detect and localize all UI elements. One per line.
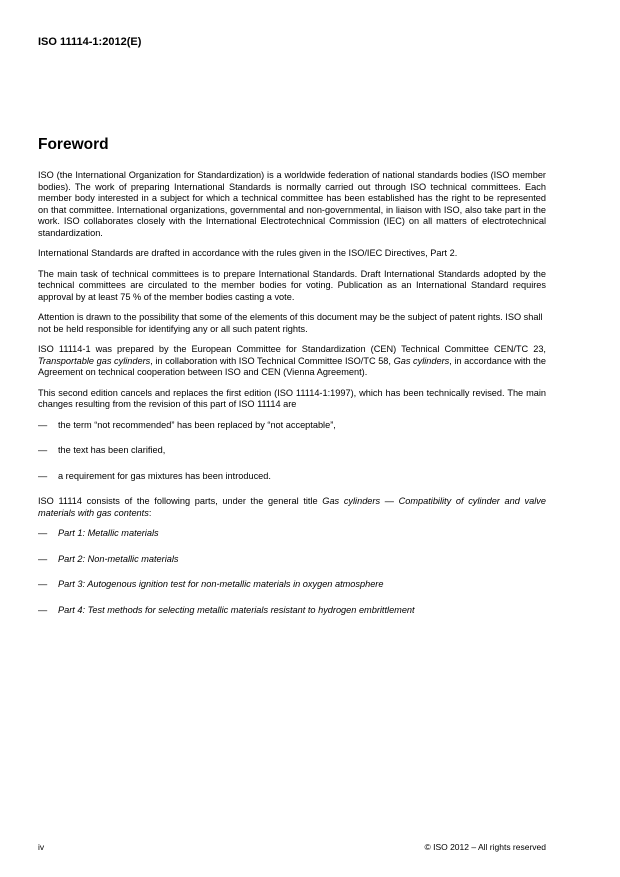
list-item xyxy=(38,445,546,457)
prepared-by-text-e: , in accordance with the Agreement on technical cooperation between ISO and CEN (Vienna Agreement). xyxy=(38,355,546,377)
paragraph-iso-intro: ISO (the International Organization for Standardization) is a worldwide federation of national standards bodies (ISO member bodies). The work of preparing International Standards is normally carried out through ISO technical committees. Each member body interested in a subject for which a technical committee has been established has the right to be represented on that committee. International organizations, governmental and non-governmental, in liaison with ISO, also take part in the work. ISO collaborates closely with the International Electrotechnical Commission (IEC) on all matters of electrotechnical standardization. xyxy=(38,170,546,238)
part-title: Part 1: Metallic materials xyxy=(58,528,159,538)
prepared-by-text-a: ISO 11114-1 was prepared by the European Committee for Standardization (CEN) Technical Committee CEN/TC 23, xyxy=(38,344,546,354)
dash-bullet: — xyxy=(38,419,48,430)
dash-bullet: — xyxy=(38,445,48,455)
paragraph-drafting-rules: International Standards are drafted in accordance with the rules given in the ISO/IEC Directives, Part 2. xyxy=(38,248,458,258)
part-title: Part 3: Autogenous ignition test for non-metallic materials in oxygen atmosphere xyxy=(58,579,384,589)
prepared-by-text-c: , in collaboration with ISO Technical Committee ISO/TC 58, xyxy=(150,355,394,366)
list-item xyxy=(38,528,546,540)
part-title: Part 4: Test methods for selecting metallic materials resistant to hydrogen embrittlement xyxy=(58,604,415,615)
list-item xyxy=(38,471,546,483)
dash-bullet: — xyxy=(38,579,48,589)
page-title: Foreword xyxy=(38,136,109,153)
parts-list xyxy=(38,528,546,616)
paragraph-parts-intro xyxy=(38,496,546,519)
list-item xyxy=(38,579,546,591)
document-id-header: ISO 11114-1:2012(E) xyxy=(38,36,142,48)
changes-list xyxy=(38,420,546,483)
list-item-text: the text has been clarified, xyxy=(58,445,166,455)
paragraph-edition-notice: This second edition cancels and replaces the first edition (ISO 11114-1:1997), which has been technically revised. The main changes resulting from the revision of this part of ISO 11114 are xyxy=(38,387,546,409)
dash-bullet: — xyxy=(38,470,48,481)
list-item xyxy=(38,420,546,432)
paragraph-main-task: The main task of technical committees is to prepare International Standards. Draft International Standards adopted by the technical committees are circulated to the member bodies for voting. Publication as an International Standard requires approval by at least 75 % of the member bodies casting a vote. xyxy=(38,268,546,302)
parts-intro-text: ISO 11114 consists of the following parts, under the general title xyxy=(38,496,323,506)
dash-bullet: — xyxy=(38,553,48,564)
list-item xyxy=(38,554,546,566)
dash-bullet: — xyxy=(38,604,48,615)
parts-intro-colon: : xyxy=(148,507,152,518)
list-item-text: the term “not recommended” has been replaced by “not acceptable”, xyxy=(58,419,336,430)
paragraph-prepared-by xyxy=(38,344,546,379)
committee-title-iso: Gas cylinders xyxy=(393,355,450,366)
dash-bullet: — xyxy=(38,528,48,538)
list-item-text: a requirement for gas mixtures has been introduced. xyxy=(58,470,271,481)
part-title: Part 2: Non-metallic materials xyxy=(58,553,179,564)
list-item xyxy=(38,605,546,617)
page-number: iv xyxy=(38,842,45,852)
copyright-notice: © ISO 2012 – All rights reserved xyxy=(424,842,546,852)
foreword-body xyxy=(38,170,546,630)
committee-title-cen: Transportable gas cylinders xyxy=(38,355,151,366)
general-title: Gas cylinders — Compatibility of cylinder and valve materials with gas contents xyxy=(38,496,546,518)
paragraph-patent-notice: Attention is drawn to the possibility that some of the elements of this document may be the subject of patent rights. ISO shall not be held responsible for identifying any or all such patent rights. xyxy=(38,312,543,334)
